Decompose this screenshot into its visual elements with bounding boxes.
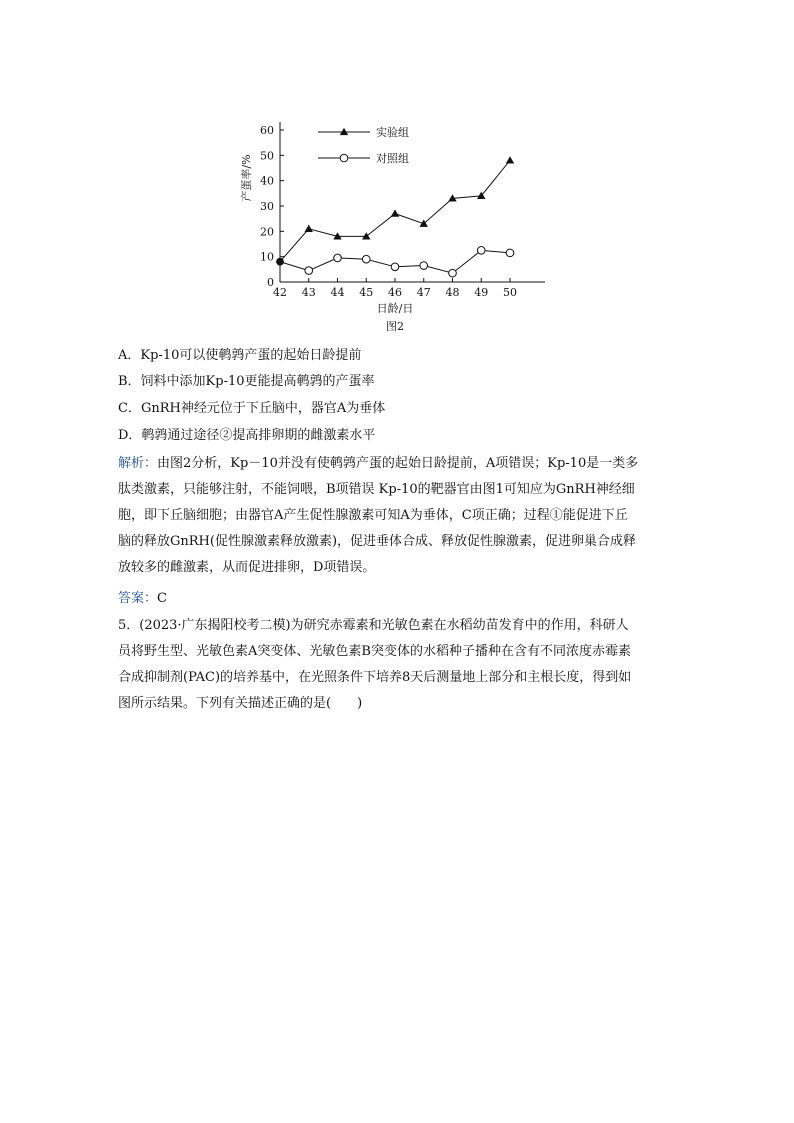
y-tick-label: 60 (260, 124, 274, 137)
series-layer (276, 156, 514, 277)
x-tick-label: 50 (503, 286, 517, 299)
analysis-line: 肽类激素，只能够注射，不能饲喂，B项错误 Kp-10的靶器官由图1可知应为GnRH神经细 (118, 482, 635, 497)
circle-marker (334, 254, 342, 262)
option-b: B．饲料中添加Kp-10更能提高鹌鹑的产蛋率 (118, 374, 375, 389)
legend-label: 实验组 (376, 126, 409, 139)
figure-caption: 图2 (386, 320, 404, 333)
chart-legend (318, 125, 409, 165)
analysis-line: 脑的释放GnRH(促性腺激素释放激素)，促进垂体合成、释放促性腺激素，促进卵巢合成释 (118, 534, 637, 549)
x-tick-label: 46 (388, 286, 402, 299)
y-tick-label: 10 (260, 250, 274, 264)
legend-entry (318, 125, 409, 139)
analysis-line (118, 451, 678, 477)
y-tick-label: 30 (260, 200, 274, 213)
circle-marker (340, 154, 348, 162)
x-tick-label: 43 (301, 286, 316, 299)
legend-label: 对照组 (376, 152, 409, 165)
analysis-line: 胞，即下丘脑细胞；由器官A产生促性腺激素可知A为垂体，C项正确；过程①能促进下丘 (118, 508, 628, 523)
circle-marker (477, 247, 485, 255)
analysis-label: 解析： (118, 456, 158, 471)
answer-value: C (157, 591, 167, 606)
circle-marker (391, 263, 399, 271)
chart-figure (230, 108, 560, 340)
circle-marker (420, 262, 428, 270)
question-line: 员将野生型、光敏色素A突变体、光敏色素B突变体的水稻种子播种在含有不同浓度赤霉素 (118, 644, 631, 659)
answer-label: 答案： (118, 591, 158, 606)
x-tick-label: 49 (474, 286, 489, 299)
y-axis-label: 产蛋率/% (240, 154, 253, 202)
option-a: A．Kp-10可以使鹌鹑产蛋的起始日龄提前 (118, 348, 362, 363)
y-tick-label: 40 (260, 174, 274, 188)
option-d: D．鹌鹑通过途径②提高排卵期的雌激素水平 (118, 428, 376, 443)
triangle-marker (305, 225, 313, 232)
x-tick-label: 42 (273, 286, 287, 299)
triangle-marker (506, 156, 514, 163)
chart-axes (280, 122, 545, 282)
x-tick-label: 45 (359, 286, 374, 299)
question-line: 合成抑制剂(PAC)的培养基中，在光照条件下培养8天后测量地上部分和主根长度，得到如 (118, 670, 632, 685)
x-ticks (273, 278, 517, 299)
analysis-line-text: 由图2分析，Kp－10并没有使鹌鹑产蛋的起始日龄提前，A项错误；Kp-10是一类多 (157, 456, 639, 471)
answer-line (118, 586, 678, 612)
question-line: 图所示结果。下列有关描述正确的是( ) (118, 696, 363, 711)
option-c: C．GnRH神经元位于下丘脑中，器官A为垂体 (118, 401, 386, 416)
analysis-block (118, 451, 678, 581)
start-point-marker (276, 258, 284, 266)
x-tick-label: 48 (445, 286, 460, 299)
triangle-marker (340, 128, 348, 135)
circle-marker (362, 255, 370, 263)
triangle-marker (362, 232, 370, 239)
triangle-marker (391, 209, 399, 216)
series-circle (276, 247, 514, 277)
y-tick-label: 0 (267, 276, 274, 289)
legend-entry (318, 151, 409, 165)
circle-marker (506, 249, 514, 257)
circle-marker (305, 267, 313, 275)
question-line: 5．(2023·广东揭阳校考二模)为研究赤霉素和光敏色素在水稻幼苗发育中的作用，科研人 (118, 618, 629, 633)
x-tick-label: 44 (330, 286, 345, 299)
analysis-line: 放较多的雌激素，从而促进排卵，D项错误。 (118, 560, 376, 575)
x-tick-label: 47 (416, 286, 431, 299)
egg-rate-line-chart (230, 108, 560, 340)
x-axis-label: 日龄/日 (376, 302, 414, 315)
question-5 (118, 613, 678, 717)
y-tick-label: 50 (260, 149, 274, 163)
circle-marker (449, 269, 457, 277)
y-tick-label: 20 (260, 225, 274, 239)
